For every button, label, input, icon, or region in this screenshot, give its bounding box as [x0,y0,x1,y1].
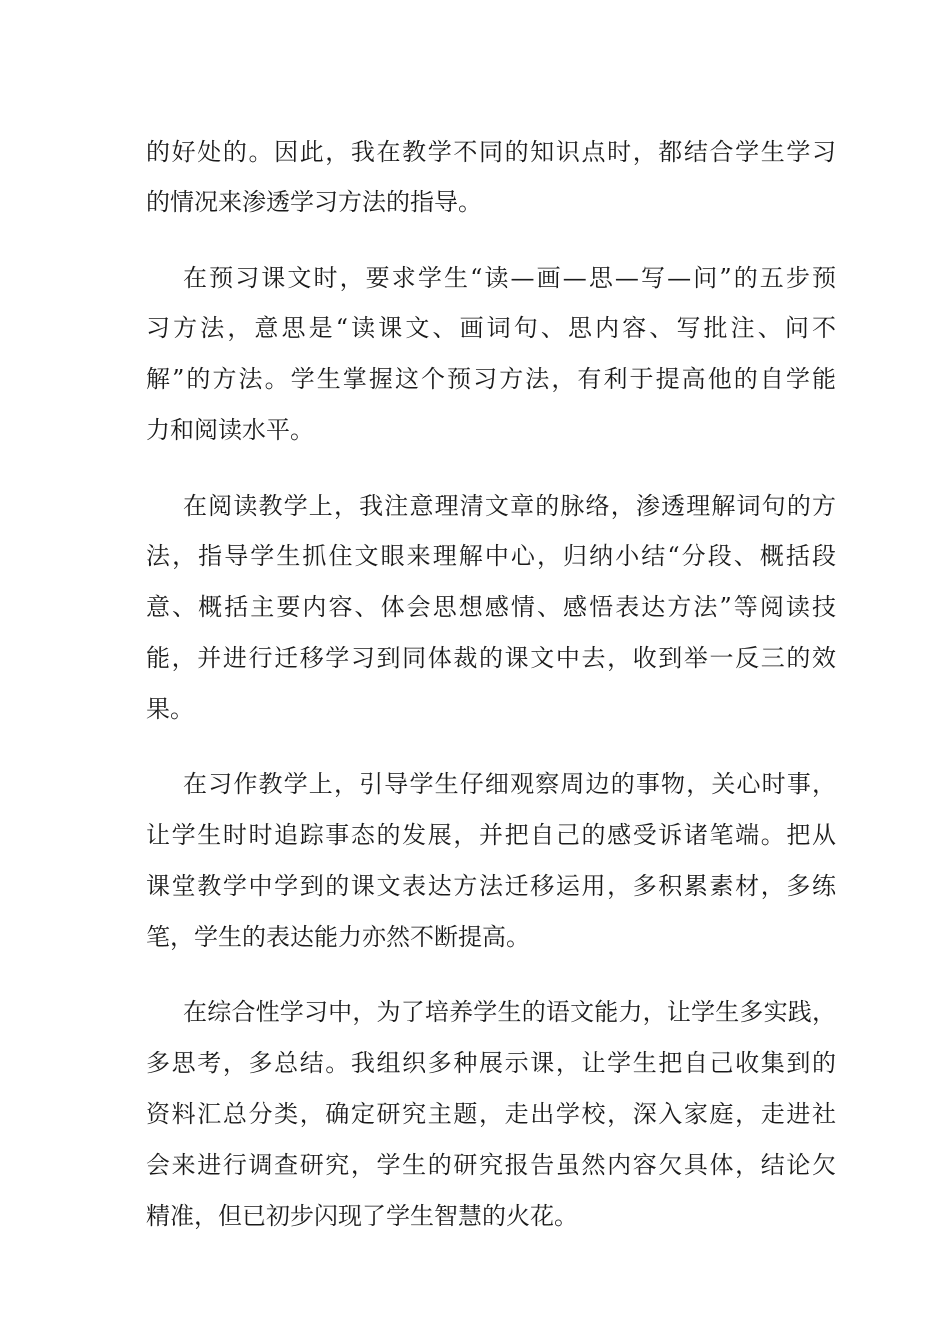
paragraph-3-line-2: 法，指导学生抓住文眼来理解中心，归纳小结“分段、概括段 [146,542,836,570]
paragraph-5-line-5: 精准，但已初步闪现了学生智慧的火花。 [146,1202,578,1230]
paragraph-5-line-3: 资料汇总分类，确定研究主题，走出学校，深入家庭，走进社 [146,1100,836,1128]
paragraph-2-line-2: 习方法，意思是“读课文、画词句、思内容、写批注、问不 [146,314,836,342]
paragraph-4-line-4: 笔，学生的表达能力亦然不断提高。 [146,923,530,951]
paragraph-3-line-1: 在阅读教学上，我注意理清文章的脉络，渗透理解词句的方 [183,492,836,520]
paragraph-2-line-3: 解”的方法。学生掌握这个预习方法，有利于提高他的自学能 [146,365,836,393]
paragraph-3-line-4: 能，并进行迁移学习到同体裁的课文中去，收到举一反三的效 [146,644,836,672]
paragraph-3-line-3: 意、概括主要内容、体会思想感情、感悟表达方法”等阅读技 [146,593,836,621]
paragraph-4-line-3: 课堂教学中学到的课文表达方法迁移运用，多积累素材，多练 [146,872,836,900]
paragraph-2-line-1: 在预习课文时，要求学生“读—画—思—写—问”的五步预 [183,264,836,292]
paragraph-4-line-1: 在习作教学上，引导学生仔细观察周边的事物，关心时事， [183,770,836,798]
paragraph-4-line-2: 让学生时时追踪事态的发展，并把自己的感受诉诸笔端。把从 [146,821,836,849]
paragraph-5-line-4: 会来进行调查研究，学生的研究报告虽然内容欠具体，结论欠 [146,1151,836,1179]
paragraph-3-line-5: 果。 [146,695,194,723]
paragraph-5-line-1: 在综合性学习中，为了培养学生的语文能力，让学生多实践， [183,998,836,1026]
paragraph-1-line-2: 的情况来渗透学习方法的指导。 [146,188,482,216]
paragraph-1-line-1: 的好处的。因此，我在教学不同的知识点时，都结合学生学习 [146,138,836,166]
paragraph-5-line-2: 多思考，多总结。我组织多种展示课，让学生把自己收集到的 [146,1049,836,1077]
paragraph-2-line-4: 力和阅读水平。 [146,416,314,444]
